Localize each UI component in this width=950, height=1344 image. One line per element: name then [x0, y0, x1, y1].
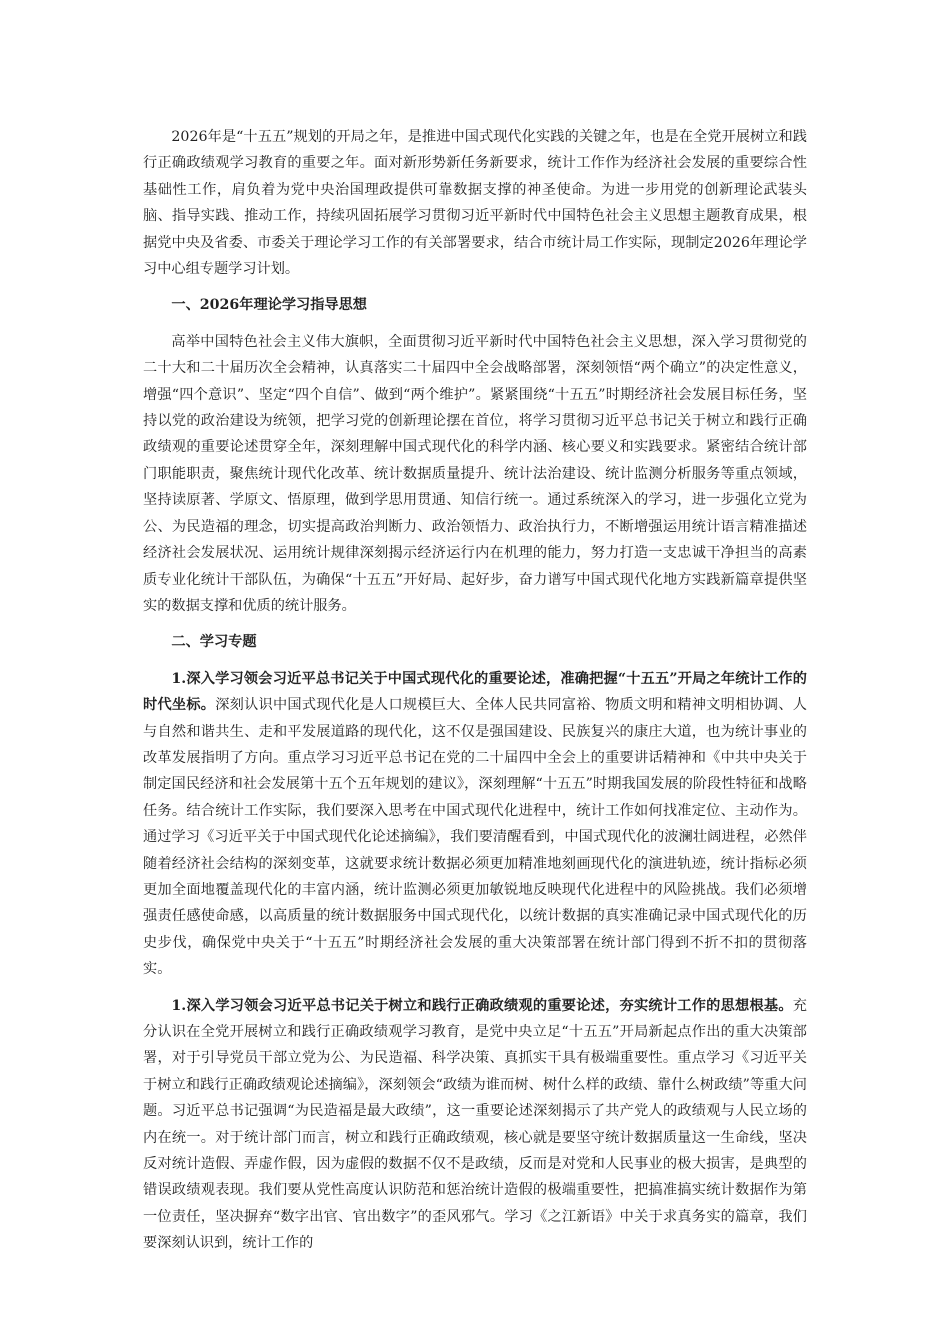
section-1-paragraph: 高举中国特色社会主义伟大旗帜，全面贯彻习近平新时代中国特色社会主义思想，深入学习贯彻党的二十大和二十届历次全会精神，认真落实二十届四中全会战略部署，深刻领悟“两个确立”的决定性意义，增强“四个意识”、坚定“四个自信”、做到“两个维护”。紧紧围绕“十五五”时期经济社会发展目标任务，坚持以党的政治建设为统领，把学习党的创新理论摆在首位，将学习贯彻习近平总书记关于树立和践行正确政绩观的重要论述贯穿全年，深刻理解中国式现代化的科学内涵、核心要义和实践要求。紧密结合统计部门职能职责，聚焦统计现代化改革、统计数据质量提升、统计法治建设、统计监测分析服务等重点领域，坚持读原著、学原文、悟原理，做到学思用贯通、知信行统一。通过系统深入的学习，进一步强化立党为公、为民造福的理念，切实提高政治判断力、政治领悟力、政治执行力，不断增强运用统计语言精准描述经济社会发展状况、运用统计规律深刻揭示经济运行内在机理的能力，努力打造一支忠诚干净担当的高素质专业化统计干部队伍，为确保“十五五”开好局、起好步，奋力谱写中国式现代化地方实践新篇章提供坚实的数据支撑和优质的统计服务。: [143, 333, 807, 614]
topic-1-lead: 1.深入学习领会习近平总书记关于中国式现代化的重要论述，准确把握“十五五”开局之年统计工作的时代坐标。: [143, 670, 807, 714]
section-heading-2: 二、学习专题: [171, 634, 257, 651]
topic-2-paragraph: [143, 993, 807, 1257]
topic-1-body: 深刻认识中国式现代化是人口规模巨大、全体人民共同富裕、物质文明和精神文明相协调、人与自然和谐共生、走和平发展道路的现代化，这不仅是强国建设、民族复兴的康庄大道，也为统计事业的改革发展指明了方向。重点学习习近平总书记在党的二十届四中全会上的重要讲话精神和《中共中央关于制定国民经济和社会发展第十五个五年规划的建议》，深刻理解“十五五”时期我国发展的阶段性特征和战略任务。结合统计工作实际，我们要深入思考在中国式现代化进程中，统计工作如何找准定位、主动作为。通过学习《习近平关于中国式现代化论述摘编》，我们要清醒看到，中国式现代化的波澜壮阔进程，必然伴随着经济社会结构的深刻变革，这就要求统计数据必须更加精准地刻画现代化的演进轨迹，统计指标必须更加全面地覆盖现代化的丰富内涵，统计监测必须更加敏锐地反映现代化进程中的风险挑战。我们必须增强责任感使命感，以高质量的统计数据服务中国式现代化，以统计数据的真实准确记录中国式现代化的历史步伐，确保党中央关于“十五五”时期经济社会发展的重大决策部署在统计部门得到不折不扣的贯彻落实。: [143, 697, 807, 978]
topic-2-lead: 1.深入学习领会习近平总书记关于树立和践行正确政绩观的重要论述，夯实统计工作的思想根基。: [171, 997, 793, 1014]
topic-2-body: 充分认识在全党开展树立和践行正确政绩观学习教育，是党中央立足“十五五”开局新起点作出的重大决策部署，对于引导党员干部立党为公、为民造福、科学决策、真抓实干具有极端重要性。重点学习《习近平关于树立和践行正确政绩观论述摘编》，深刻领会“政绩为谁而树、树什么样的政绩、靠什么树政绩”等重大问题。习近平总书记强调“为民造福是最大政绩”，这一重要论述深刻揭示了共产党人的政绩观与人民立场的内在统一。对于统计部门而言，树立和践行正确政绩观，核心就是要坚守统计数据质量这一生命线，坚决反对统计造假、弄虚作假，因为虚假的数据不仅不是政绩，反而是对党和人民事业的极大损害，是典型的错误政绩观表现。我们要从党性高度认识防范和惩治统计造假的极端重要性，把搞准搞实统计数据作为第一位责任，坚决摒弃“数字出官、官出数字”的歪风邪气。学习《之江新语》中关于求真务实的篇章，我们要深刻认识到，统计工作的: [143, 997, 807, 1252]
document-body: [143, 124, 807, 1257]
intro-paragraph: 2026年是“十五五”规划的开局之年，是推进中国式现代化实践的关键之年，也是在全党开展树立和践行正确政绩观学习教育的重要之年。面对新形势新任务新要求，统计工作作为经济社会发展的重要综合性基础性工作，肩负着为党中央治国理政提供可靠数据支撑的神圣使命。为进一步用党的创新理论武装头脑、指导实践、推动工作，持续巩固拓展学习贯彻习近平新时代中国特色社会主义思想主题教育成果，根据党中央及省委、市委关于理论学习工作的有关部署要求，结合市统计局工作实际，现制定2026年理论学习中心组专题学习计划。: [143, 129, 807, 278]
topic-1-paragraph: [143, 666, 807, 983]
section-heading-1: 一、2026年理论学习指导思想: [171, 297, 367, 314]
